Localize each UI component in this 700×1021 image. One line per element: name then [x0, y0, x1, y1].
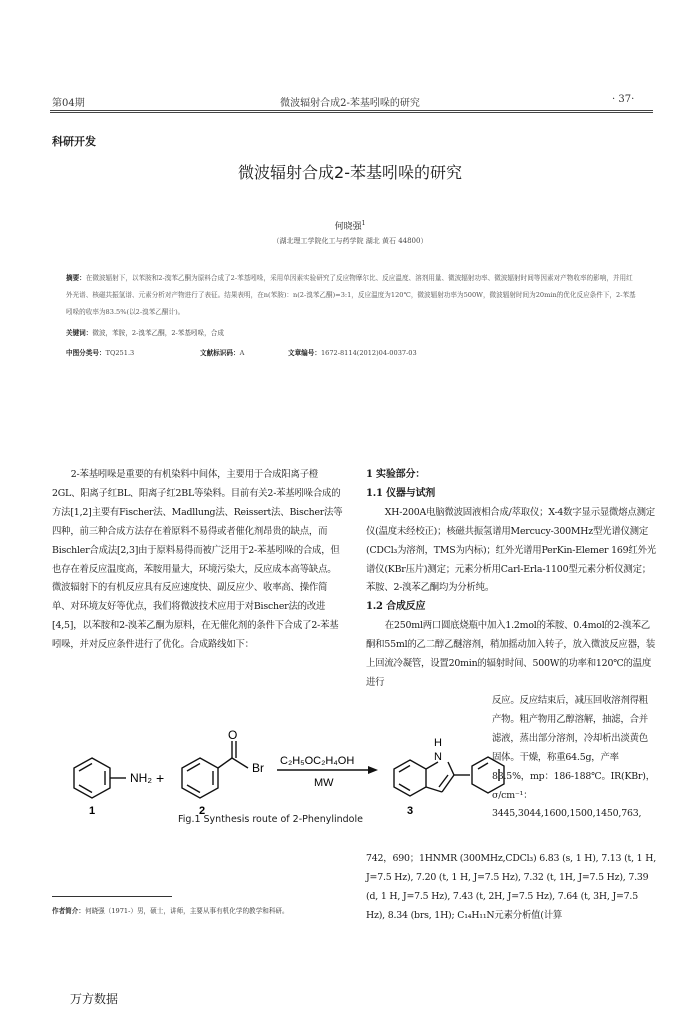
watermark: 万方数据 — [70, 992, 119, 1006]
reagent-microwave: MW — [314, 777, 334, 789]
compound-label-1: 1 — [88, 805, 96, 816]
header-running-title: 微波辐射合成2-苯基吲哚的研究 — [280, 98, 420, 109]
bromine-label: Br — [252, 761, 264, 775]
clc-number: 中图分类号：TQ251.3 — [66, 349, 135, 357]
instruments-paragraph: XH-200A电脑微波固液相合成/萃取仪；X-4数字显示显微熔点测定仪(温度未经校正)；核磁共振氢谱用Mercucy-300MHz型光谱仪测定(CDCl₃为溶剂，TMS为内标)；红外光谱用PerKin-Elemer 169红外光谱仪(KBr压片)测定；元素分析用Carl-Erla-1100型元素分析仪测定；苯胺、2-溴苯乙酮均为分析纯。 — [366, 506, 656, 594]
header-page-number: · 37· — [612, 94, 635, 105]
abstract-label: 摘要： — [66, 274, 86, 282]
document-code: 文献标识码：A — [200, 349, 245, 357]
footnote-rule — [52, 896, 172, 897]
nh-h-label: H — [434, 737, 442, 749]
section-label: 科研开发 — [52, 135, 96, 148]
experimental-column — [366, 466, 656, 693]
header-rule-thin — [50, 112, 653, 113]
author: 何晓强$^1$ — [334, 220, 366, 232]
synthesis-paragraph-tail: 742，690；1HNMR (300MHz,CDCl₃) 6.83 (s, 1 H), 7.13 (t, 1 H, J=7.5 Hz), 7.20 (t, 1 H, J=7.5 Hz), 7.32 (t, 1H, J=7.5 Hz), 7.39 (d, 1 H, J=7.5 Hz), 7.43 (t, 2H, J=7.5 Hz), 7.64 (t, 3H, J=7.5 Hz), 8.34 (brs, 1H); C₁₄H₁₁N元素分析值(计算 — [366, 853, 656, 921]
keywords: 关键词：微波，苯胺，2-溴苯乙酮，2-苯基吲哚，合成 — [66, 329, 224, 337]
reagent-solvent: C₂H₅OC₂H₄OH — [280, 755, 355, 767]
section-1-2-heading: 1.2 合成反应 — [366, 601, 426, 613]
article-number: 文章编号：1672-8114(2012)04-0037-03 — [288, 349, 417, 357]
compound-label-3: 3 — [406, 805, 414, 816]
intro-column — [52, 466, 344, 655]
header-issue: 第04期 — [52, 98, 85, 109]
author-note: 作者简介：何晓强（1971-）男，硕士，讲师，主要从事有机化学的教学和科研。 — [52, 907, 289, 915]
figure-caption: Fig.1 Synthesis route of 2-Phenylindole — [178, 814, 363, 825]
abstract — [66, 270, 636, 321]
header-rule — [50, 110, 653, 111]
synthesis-paragraph-narrow: 反应。反应结束后，减压回收溶剂得粗产物。粗产物用乙醇溶解，抽滤，合并滤液，蒸出部分溶剂，冷却析出淡黄色固体。干燥，称重64.5g，产率83.5%，mp：186-188℃。IR(KBr)，σ/cm⁻¹：3445,3044,1600,1500,1450,763, — [492, 695, 655, 820]
section-1-heading: 1 实验部分： — [366, 469, 426, 480]
paper-title: 微波辐射合成2-苯基吲哚的研究 — [238, 163, 462, 182]
affiliation: （湖北理工学院化工与药学院 湖北 黄石 44800） — [272, 237, 428, 245]
indole-ring — [394, 760, 426, 796]
intro-paragraph: 2-苯基吲哚是重要的有机染料中间体，主要用于合成阳离子橙2GL、阳离子红BL、阳离子红2BL等染料。目前有关2-苯基吲哚合成的方法[1,2]主要有Fischer法、Madllung法、Reissert法、Bischer法等四种，前三种合成方法存在着原料不易得或者催化剂昂贵的缺点，而Bischler合成法[2,3]由于原料易得而被广泛用于2-苯基吲哚的合成，但也存在着反应温度高，苯胺用量大，环境污染大，反应成本高等缺点。微波辐射下的有机反应具有反应速度快、副反应少、收率高、操作简单、对环境友好等优点，我们将微波技术应用于对Bischer法的改进[4,5]，以苯胺和2-溴苯乙酮为原料，在无催化剂的条件下合成了2-苯基吲哚，并对反应条件进行了优化。合成路线如下： — [52, 469, 343, 651]
section-1-1-heading: 1.1 仪器与试剂 — [366, 487, 436, 499]
plus-sign: + — [156, 770, 165, 786]
synthesis-paragraph: 在250ml两口圆底烧瓶中加入1.2mol的苯胺、0.4mol的2-溴苯乙酮和55ml的乙二醇乙醚溶剂，稍加摇动加入转子，放入微波反应器，装上回流冷凝管，设置20min的辐射时间、500W的功率和120℃的温度进行 — [366, 620, 656, 688]
nh-n-label: N — [434, 751, 442, 763]
oxygen-label: O — [228, 728, 238, 742]
nh2-label: NH₂ — [130, 771, 152, 785]
compound-label-2: 2 — [198, 805, 206, 816]
abstract-text: 在微波辐射下，以苯胺和2-溴苯乙酮为原料合成了2-苯基吲哚，采用单因素实验研究了反应物摩尔比、反应温度、溶剂用量、微波辐射功率、微波辐射时间等因素对产物收率的影响，并用红外光谱、核磁共振氢谱、元素分析对产物进行了表征。结果表明，在n(苯胺)：n(2-溴苯乙酮)=3:1，反应温度为120℃，微波辐射功率为500W，微波辐射时间为20min的优化反应条件下，2-苯基吲哚的收率为83.5%(以2-溴苯乙酮计)。 — [66, 274, 636, 316]
